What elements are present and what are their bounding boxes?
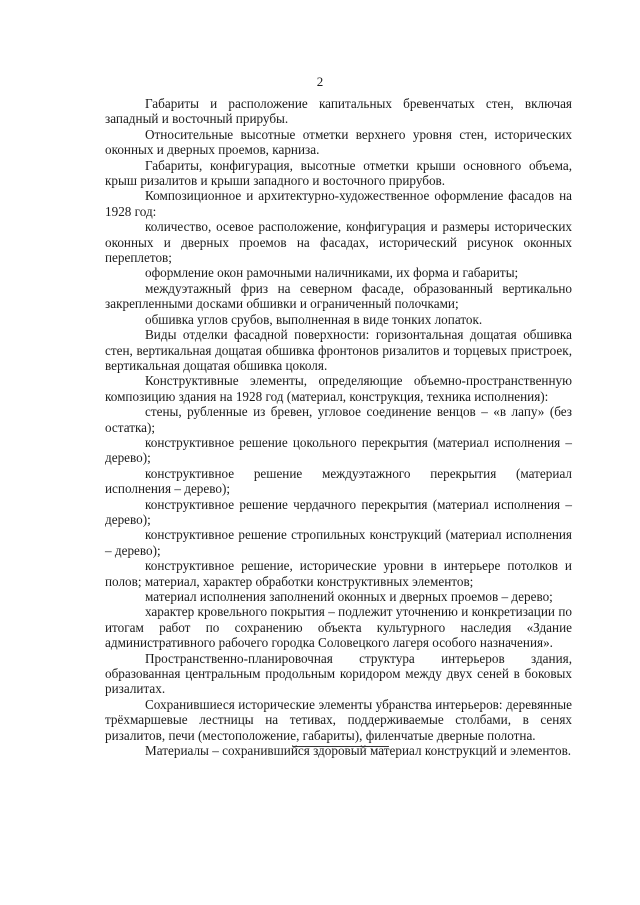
paragraph: Габариты, конфигурация, высотные отметки крыши основного объема, крыш ризалитов и крыши западного и восточного прирубов.	[105, 157, 572, 189]
paragraph: материал исполнения заполнений оконных и дверных проемов – дерево;	[145, 589, 553, 604]
paragraph: Пространственно-планировочная структура интерьеров здания, образованная центральным продольным коридором между двух сеней в боковых ризалитах.	[105, 650, 572, 697]
paragraph: Сохранившиеся исторические элементы убранства интерьеров: деревянные трёхмаршевые лестницы на тетивах, поддерживаемые столбами, в сенях ризалитов, печи (местоположение, габариты), филенчатые дверные полотна.	[105, 696, 572, 743]
paragraph: конструктивное решение, исторические уровни в интерьере потолков и полов; материал, характер обработки конструктивных элементов;	[105, 558, 572, 589]
paragraph: конструктивное решение междуэтажного перекрытия (материал исполнения – дерево);	[105, 465, 572, 497]
paragraph: Относительные высотные отметки верхнего уровня стен, исторических оконных и дверных проемов, карниза.	[105, 126, 572, 158]
paragraph: Материалы – сохранившийся здоровый материал конструкций и элементов.	[145, 743, 572, 759]
paragraph: характер кровельного покрытия – подлежит уточнению и конкретизации по итогам работ по сохранению объекта культурного наследия «Здание административного рабочего городка Соловецкого лагеря особого назначения».	[105, 604, 572, 651]
paragraph: количество, осевое расположение, конфигурация и размеры исторических оконных и дверных проемов на фасадах, исторический рисунок оконных переплетов;	[105, 219, 572, 266]
document-body	[105, 96, 572, 758]
paragraph: Композиционное и архитектурно-художественное оформление фасадов на 1928 год:	[105, 188, 572, 219]
paragraph: Габариты и расположение капитальных бревенчатых стен, включая западный и восточный прирубы.	[105, 96, 572, 127]
paragraph: конструктивное решение цокольного перекрытия (материал исполнения – дерево);	[105, 434, 572, 466]
paragraph: конструктивное решение чердачного перекрытия (материал исполнения – дерево);	[105, 496, 572, 527]
closing-divider	[293, 746, 389, 747]
paragraph: конструктивное решение стропильных конструкций (материал исполнения – дерево);	[105, 527, 572, 558]
page-number: 2	[316, 74, 324, 89]
paragraph: оформление окон рамочными наличниками, их форма и габариты;	[145, 265, 519, 281]
paragraph: Виды отделки фасадной поверхности: горизонтальная дощатая обшивка стен, вертикальная дощатая обшивка фронтонов ризалитов и торцевых пристроек, вертикальная дощатая обшивка цоколя.	[105, 327, 572, 373]
paragraph: обшивка углов срубов, выполненная в виде тонких лопаток.	[145, 311, 483, 327]
paragraph: междуэтажный фриз на северном фасаде, образованный вертикально закрепленными досками обшивки и ограниченный полочками;	[105, 280, 572, 312]
paragraph: Конструктивные элементы, определяющие объемно-пространственную композицию здания на 1928 год (материал, конструкция, техника исполнения):	[105, 373, 572, 404]
paragraph: стены, рубленные из бревен, угловое соединение венцов – «в лапу» (без остатка);	[105, 404, 572, 435]
